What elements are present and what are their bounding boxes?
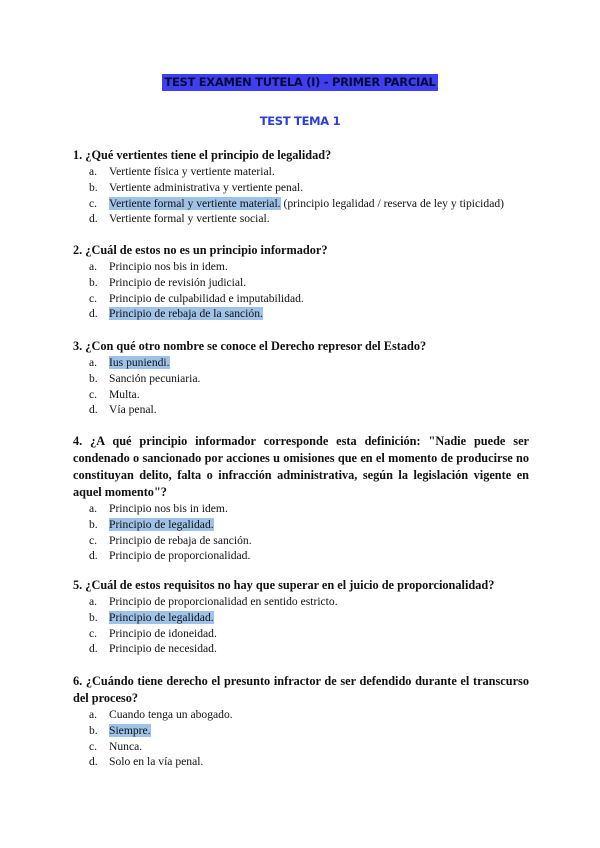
option-text: Solo en la vía penal.: [109, 755, 204, 769]
option-letter: a.: [89, 356, 98, 369]
option-text: Multa.: [109, 387, 140, 401]
option-text: Vertiente física y vertiente material.: [109, 165, 275, 178]
option-text: Principio de necesidad.: [109, 642, 217, 656]
options-list: [73, 164, 529, 227]
option-letter: b.: [89, 723, 98, 737]
question-5: [73, 577, 529, 657]
options-list: [73, 259, 529, 322]
option-text: Vía penal.: [109, 403, 157, 417]
question-6: [73, 673, 529, 770]
question-1: [73, 147, 529, 227]
options-list: [73, 707, 529, 770]
option-letter: a.: [89, 595, 98, 608]
option-a: [73, 594, 529, 610]
option-letter: d.: [89, 403, 98, 417]
option-letter: d.: [89, 212, 98, 226]
question-4: [73, 433, 529, 564]
option-letter: c.: [89, 626, 98, 640]
option-b: [73, 517, 529, 533]
option-letter: c.: [89, 533, 98, 547]
option-text: Sanción pecuniaria.: [109, 371, 201, 385]
option-note: (principio legalidad / reserva de ley y tipicidad): [280, 196, 504, 210]
option-letter: d.: [89, 642, 98, 656]
option-b: [73, 610, 529, 626]
option-text: Principio de rebaja de sanción.: [109, 533, 252, 547]
option-a: [73, 355, 529, 371]
options-list: [73, 355, 529, 418]
option-text: Principio de culpabilidad e imputabilidad.: [109, 291, 304, 305]
option-letter: b.: [89, 610, 98, 624]
question-text: 3. ¿Con qué otro nombre se conoce el Derecho represor del Estado?: [73, 339, 427, 353]
option-text: Principio de proporcionalidad.: [109, 549, 251, 563]
option-b: [73, 723, 529, 739]
option-d: [73, 211, 529, 227]
question-text: 4. ¿A qué principio informador corresponde esta definición: "Nadie puede ser condenado o sancionado por acciones u omisiones que en el momento de producirse no constituyan delito, falta o infracción administrativa, según la legislación vigente en aquel momento"?: [73, 434, 529, 499]
option-c: [73, 291, 529, 307]
option-letter: c.: [89, 196, 98, 210]
option-d: [73, 754, 529, 770]
option-c: [73, 626, 529, 642]
option-c: [73, 387, 529, 403]
option-text: Principio nos bis in idem.: [109, 260, 228, 273]
title-block: [0, 73, 600, 91]
option-a: [73, 259, 529, 275]
option-d: [73, 402, 529, 418]
options-list: [73, 501, 529, 564]
option-text-highlighted: Ius puniendi.: [109, 356, 170, 369]
question-text: 2. ¿Cuál de estos no es un principio informador?: [73, 243, 328, 257]
option-letter: b.: [89, 517, 98, 531]
options-list: [73, 594, 529, 657]
question-text: 5. ¿Cuál de estos requisitos no hay que superar en el juicio de proporcionalidad?: [73, 578, 495, 592]
option-text: Principio nos bis in idem.: [109, 502, 228, 515]
option-a: [73, 501, 529, 517]
option-a: [73, 164, 529, 180]
question-text: 6. ¿Cuándo tiene derecho el presunto infractor de ser defendido durante el transcurso del proceso?: [73, 674, 529, 705]
option-letter: c.: [89, 739, 98, 753]
option-text-highlighted: Principio de legalidad.: [109, 517, 214, 531]
option-letter: a.: [89, 260, 98, 273]
option-d: [73, 548, 529, 564]
option-letter: d.: [89, 755, 98, 769]
option-letter: d.: [89, 307, 98, 321]
option-c: [73, 533, 529, 549]
section-title: TEST TEMA 1: [259, 114, 341, 128]
option-text: Nunca.: [109, 739, 143, 753]
option-letter: b.: [89, 275, 98, 289]
question-2: [73, 242, 529, 322]
option-letter: d.: [89, 549, 98, 563]
option-text-highlighted: Vertiente formal y vertiente material.: [109, 196, 281, 210]
option-text-highlighted: Principio de legalidad.: [109, 610, 214, 624]
option-text: Principio de revisión judicial.: [109, 275, 247, 289]
option-letter: a.: [89, 165, 98, 178]
section-block: [0, 112, 600, 130]
option-letter: c.: [89, 387, 98, 401]
option-text: Principio de proporcionalidad en sentido estricto.: [109, 595, 338, 608]
option-text: Vertiente administrativa y vertiente penal.: [109, 180, 304, 194]
option-letter: b.: [89, 371, 98, 385]
option-text: Vertiente formal y vertiente social.: [109, 212, 270, 226]
option-text-highlighted: Siempre.: [109, 723, 151, 737]
option-letter: b.: [89, 180, 98, 194]
option-letter: c.: [89, 291, 98, 305]
option-d: [73, 641, 529, 657]
question-text: 1. ¿Qué vertientes tiene el principio de legalidad?: [73, 148, 332, 162]
option-text-highlighted: Principio de rebaja de la sanción.: [109, 307, 263, 321]
option-text: Principio de idoneidad.: [109, 626, 217, 640]
option-b: [73, 275, 529, 291]
question-3: [73, 338, 529, 418]
option-c: [73, 739, 529, 755]
option-d: [73, 306, 529, 322]
option-b: [73, 371, 529, 387]
option-text: Cuando tenga un abogado.: [109, 708, 233, 721]
option-c: [73, 196, 529, 212]
option-letter: a.: [89, 502, 98, 515]
option-a: [73, 707, 529, 723]
option-letter: a.: [89, 708, 98, 721]
document-title: TEST EXAMEN TUTELA (I) - PRIMER PARCIAL: [164, 75, 436, 89]
option-b: [73, 180, 529, 196]
